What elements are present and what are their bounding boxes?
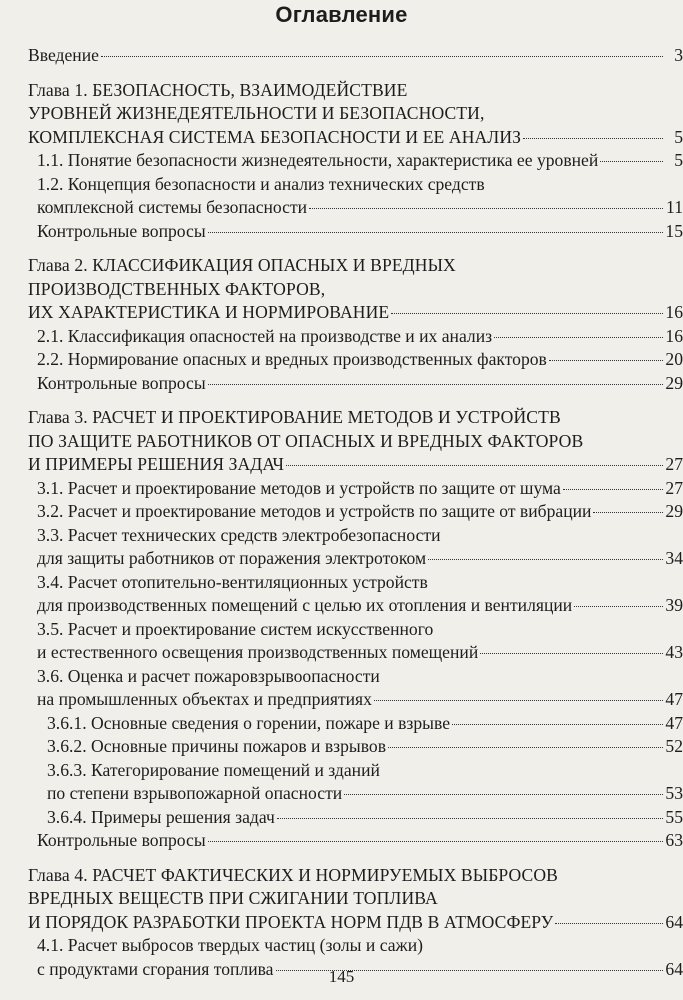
dot-leader — [309, 208, 663, 209]
toc-entry-text: 3.5. Расчет и проектирование систем искусственного — [37, 618, 434, 639]
toc-entry[interactable] — [28, 735, 683, 759]
toc-entry[interactable] — [28, 149, 683, 173]
toc-entry-text: с продуктами сгорания топлива — [37, 958, 274, 979]
table-of-contents — [28, 44, 683, 981]
toc-entry-text: на промышленных объектах и предприятиях — [37, 689, 372, 709]
toc-page-number: 43 — [665, 642, 683, 662]
toc-entry-text: ВРЕДНЫХ ВЕЩЕСТВ ПРИ СЖИГАНИИ ТОПЛИВА — [28, 888, 438, 908]
toc-entry[interactable] — [28, 806, 683, 830]
toc-entry-line — [28, 126, 683, 150]
toc-entry-text: УРОВНЕЙ ЖИЗНЕДЕЯТЕЛЬНОСТИ И БЕЗОПАСНОСТИ, — [28, 103, 485, 123]
toc-page-number: 29 — [665, 372, 683, 393]
toc-entry[interactable] — [28, 173, 683, 220]
toc-entry[interactable] — [28, 524, 683, 571]
toc-entry-line — [37, 500, 683, 524]
toc-entry-text: для производственных помещений с целью их отопления и вентиляции — [37, 595, 573, 615]
toc-entry-line — [37, 829, 683, 853]
toc-entry-text: Глава 2. КЛАССИФИКАЦИЯ ОПАСНЫХ И ВРЕДНЫХ — [28, 255, 456, 275]
toc-entry-text: 3.2. Расчет и проектирование методов и устройств по защите от вибрации — [37, 501, 592, 521]
dot-leader — [344, 794, 663, 795]
toc-entry-line — [37, 594, 683, 618]
toc-entry-text: Глава 3. РАСЧЕТ И ПРОЕКТИРОВАНИЕ МЕТОДОВ И УСТРОЙСТВ — [28, 407, 561, 427]
toc-entry-line — [28, 44, 683, 68]
toc-entry-text: КОМПЛЕКСНАЯ СИСТЕМА БЕЗОПАСНОСТИ И ЕЕ АНАЛИЗ — [28, 126, 522, 147]
toc-entry[interactable] — [28, 348, 683, 372]
toc-page-number: 47 — [665, 712, 683, 733]
toc-entry-text: И ПОРЯДОК РАЗРАБОТКИ ПРОЕКТА НОРМ ПДВ В АТМОСФЕРУ — [28, 911, 554, 932]
dot-leader — [549, 360, 663, 361]
toc-entry[interactable] — [28, 372, 683, 396]
toc-page-number: 64 — [665, 911, 683, 932]
toc-entry-text: комплексной системы безопасности — [37, 197, 308, 217]
toc-entry-line — [37, 372, 683, 396]
toc-entry[interactable] — [28, 759, 683, 806]
toc-entry-text: ПО ЗАЩИТЕ РАБОТНИКОВ ОТ ОПАСНЫХ И ВРЕДНЫХ ФАКТОРОВ — [28, 430, 584, 451]
dot-leader — [101, 56, 663, 57]
toc-page-number: 27 — [665, 454, 683, 474]
toc-chapter-entry[interactable] — [28, 864, 683, 935]
toc-chapter-entry[interactable] — [28, 79, 683, 150]
toc-page-number: 63 — [665, 830, 683, 850]
dot-leader — [208, 384, 663, 385]
toc-entry-line — [28, 453, 683, 477]
toc-entry-line — [47, 782, 683, 806]
toc-page-number: 15 — [665, 220, 683, 241]
toc-entry-text: 2.1. Классификация опасностей на производстве и их анализ — [37, 325, 493, 346]
toc-entry-text: для защиты работников от поражения электротоком — [37, 548, 427, 568]
toc-entry[interactable] — [28, 220, 683, 244]
dot-leader — [374, 700, 663, 701]
toc-entry[interactable] — [28, 712, 683, 736]
toc-entry[interactable] — [28, 829, 683, 853]
toc-page-number: 16 — [665, 325, 683, 346]
page-number: 145 — [328, 967, 355, 986]
toc-entry-line — [47, 806, 683, 830]
toc-page-number: 20 — [665, 349, 683, 369]
section-gap — [28, 395, 683, 406]
toc-entry-text: 3.6.2. Основные причины пожаров и взрывов — [47, 736, 387, 756]
section-gap — [28, 68, 683, 79]
toc-entry-line — [47, 712, 683, 736]
toc-page-number: 39 — [665, 595, 683, 615]
toc-page-number: 3 — [674, 45, 683, 65]
toc-entry[interactable] — [28, 665, 683, 712]
toc-entry-text: 2.2. Нормирование опасных и вредных производственных факторов — [37, 349, 547, 369]
toc-chapter-entry[interactable] — [28, 254, 683, 325]
dot-leader — [391, 313, 663, 314]
page-title: Оглавление — [275, 2, 408, 27]
dot-leader — [388, 747, 663, 748]
toc-page-number: 29 — [665, 501, 683, 521]
dot-leader — [574, 606, 663, 607]
toc-entry-text: ИХ ХАРАКТЕРИСТИКА И НОРМИРОВАНИЕ — [28, 302, 390, 322]
dot-leader — [277, 818, 663, 819]
toc-entry-text: 4.1. Расчет выбросов твердых частиц (золы и сажи) — [37, 935, 423, 955]
toc-entry-line — [37, 196, 683, 220]
toc-entry-text: 1.1. Понятие безопасности жизнедеятельности, характеристика ее уровней — [37, 150, 599, 170]
toc-page-number: 53 — [665, 783, 683, 803]
dot-leader — [593, 512, 663, 513]
toc-entry-line — [47, 735, 683, 759]
toc-entry-text: и естественного освещения производственных помещений — [37, 642, 479, 662]
toc-page-number: 55 — [665, 806, 683, 827]
toc-entry-text: Введение — [28, 45, 99, 65]
section-gap — [28, 243, 683, 254]
toc-entry-text: 3.1. Расчет и проектирование методов и устройств по защите от шума — [37, 477, 561, 498]
toc-entry-text: 3.6.4. Примеры решения задач — [47, 806, 275, 827]
toc-entry-text: 3.4. Расчет отопительно-вентиляционных устройств — [37, 571, 428, 592]
toc-entry-line — [37, 477, 683, 501]
toc-page-number: 11 — [666, 197, 683, 217]
toc-entry[interactable] — [28, 477, 683, 501]
toc-entry-line — [37, 688, 683, 712]
toc-entry-text: ПРОИЗВОДСТВЕННЫХ ФАКТОРОВ, — [28, 278, 326, 299]
section-gap — [28, 853, 683, 864]
toc-entry-text: Контрольные вопросы — [37, 220, 206, 241]
dot-leader — [428, 559, 663, 560]
toc-page-number: 52 — [665, 736, 683, 756]
toc-entry-text: 3.3. Расчет технических средств электробезопасности — [37, 524, 441, 545]
toc-page-number: 16 — [665, 302, 683, 322]
toc-entry[interactable] — [28, 44, 683, 68]
dot-leader — [563, 489, 663, 490]
dot-leader — [523, 138, 663, 139]
dot-leader — [600, 161, 663, 162]
toc-entry-line — [37, 220, 683, 244]
toc-page-number: 5 — [674, 126, 683, 147]
toc-entry-line — [37, 348, 683, 372]
toc-entry-line — [37, 149, 683, 173]
toc-entry-line — [37, 641, 683, 665]
dot-leader — [555, 923, 663, 924]
toc-entry-text: по степени взрывопожарной опасности — [47, 783, 343, 803]
dot-leader — [452, 724, 663, 725]
dot-leader — [208, 841, 663, 842]
dot-leader — [208, 232, 663, 233]
toc-entry-text: 1.2. Концепция безопасности и анализ технических средств — [37, 173, 485, 194]
toc-entry[interactable] — [28, 500, 683, 524]
toc-entry-text: Контрольные вопросы — [37, 830, 206, 850]
toc-entry-line — [28, 911, 683, 935]
toc-entry-line — [28, 301, 683, 325]
toc-chapter-entry[interactable] — [28, 406, 683, 477]
toc-entry-text: И ПРИМЕРЫ РЕШЕНИЯ ЗАДАЧ — [28, 454, 285, 474]
toc-entry-text: Контрольные вопросы — [37, 372, 206, 393]
toc-entry-text: 3.6. Оценка и расчет пожаровзрывоопасности — [37, 665, 380, 686]
toc-entry[interactable] — [28, 571, 683, 618]
dot-leader — [480, 653, 663, 654]
toc-entry-text: 3.6.3. Категорирование помещений и зданий — [47, 759, 380, 780]
toc-page-number: 5 — [674, 150, 683, 170]
toc-entry-text: Глава 4. РАСЧЕТ ФАКТИЧЕСКИХ И НОРМИРУЕМЫХ ВЫБРОСОВ — [28, 864, 559, 885]
dot-leader — [494, 337, 663, 338]
toc-page-number: 47 — [665, 689, 683, 709]
dot-leader — [286, 465, 663, 466]
toc-entry-text: 3.6.1. Основные сведения о горении, пожаре и взрыве — [47, 712, 450, 733]
toc-entry-text: Глава 1. БЕЗОПАСНОСТЬ, ВЗАИМОДЕЙСТВИЕ — [28, 79, 408, 100]
toc-entry[interactable] — [28, 618, 683, 665]
toc-entry[interactable] — [28, 325, 683, 349]
toc-entry-line — [37, 547, 683, 571]
toc-page-number: 64 — [665, 958, 683, 979]
toc-page-number: 34 — [665, 548, 683, 568]
toc-entry-line — [37, 325, 683, 349]
toc-page-number: 27 — [665, 477, 683, 498]
